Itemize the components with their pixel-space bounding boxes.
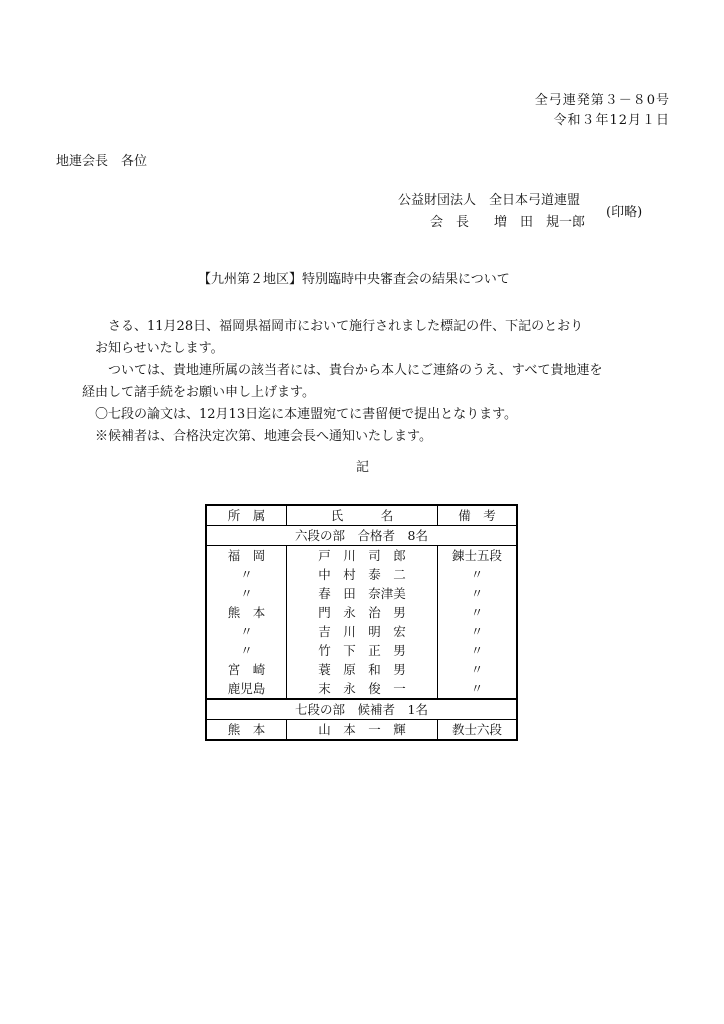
table-row (206, 603, 517, 622)
sender-title: 会 長 (430, 215, 470, 230)
section-row-rokudan (206, 526, 517, 546)
cell-name: 門 永 治 男 (286, 603, 437, 622)
cell-name: 蓑 原 和 男 (286, 660, 437, 679)
cell-remarks: 〃 (438, 660, 517, 679)
body-note-candidate: ※候補者は、合格決定次第、地連会長へ通知いたします。 (95, 429, 432, 444)
cell-remarks: 〃 (438, 603, 517, 622)
table-row (206, 679, 517, 699)
sender-organization: 公益財団法人 全日本弓道連盟 (398, 193, 581, 208)
section-label: 七段の部 候補者 1名 (206, 699, 517, 720)
sender-name: 増 田 規一郎 (494, 215, 586, 230)
cell-name: 春 田 奈津美 (286, 584, 437, 603)
cell-affiliation: 熊 本 (227, 605, 266, 620)
table-row (206, 546, 517, 566)
table-row (206, 584, 517, 603)
table-row (206, 641, 517, 660)
results-table (205, 504, 518, 741)
cell-name: 戸 川 司 郎 (286, 546, 437, 566)
cell-remarks: 〃 (438, 622, 517, 641)
header-name: 氏 名 (286, 505, 437, 526)
header-remarks: 備 考 (438, 505, 517, 526)
cell-remarks: 〃 (438, 584, 517, 603)
cell-affiliation: 〃 (240, 643, 253, 658)
table-row (206, 565, 517, 584)
table-header-row (206, 505, 517, 526)
addressee: 地連会長 各位 (56, 154, 148, 169)
seal-omitted-note: (印略) (606, 205, 643, 220)
cell-affiliation: 鹿児島 (227, 681, 266, 696)
section-label: 六段の部 合格者 8名 (206, 526, 517, 546)
header-affiliation: 所 属 (206, 505, 286, 526)
section-row-nanadan (206, 699, 517, 720)
cell-affiliation: 〃 (240, 586, 253, 601)
document-body (82, 316, 603, 448)
table-row (206, 720, 517, 741)
ki-heading: 記 (356, 460, 370, 475)
cell-name: 末 永 俊 一 (286, 679, 437, 699)
cell-name: 山 本 一 輝 (286, 720, 437, 741)
cell-name: 竹 下 正 男 (286, 641, 437, 660)
body-paragraph-2-line-1: ついては、貴地連所属の該当者には、貴台から本人にご連絡のうえ、すべて貴地連を (108, 363, 603, 378)
cell-affiliation: 福 岡 (227, 548, 266, 563)
sender-block (398, 190, 585, 234)
table-row (206, 660, 517, 679)
document-date: 令和３年12月１日 (553, 113, 670, 128)
body-note-essay: 〇七段の論文は、12月13日迄に本連盟宛てに書留便で提出となります。 (95, 407, 518, 422)
sender-signature-row (398, 212, 585, 234)
cell-remarks: 〃 (438, 641, 517, 660)
document-number: 全弓連発第３－８0号 (534, 93, 670, 108)
cell-affiliation: 熊 本 (227, 722, 266, 737)
cell-name: 中 村 泰 二 (286, 565, 437, 584)
table-row (206, 622, 517, 641)
document-subject: 【九州第２地区】特別臨時中央審査会の結果について (198, 272, 510, 287)
body-paragraph-1-line-1: さる、11月28日、福岡県福岡市において施行されました標記の件、下記のとおり (108, 319, 584, 334)
body-paragraph-2-line-2: 経由して諸手続をお願い申し上げます。 (82, 385, 315, 400)
cell-remarks: 錬士五段 (438, 546, 517, 566)
body-paragraph-1-line-2: お知らせいたします。 (95, 341, 224, 356)
cell-name: 吉 川 明 宏 (286, 622, 437, 641)
cell-remarks: 〃 (438, 565, 517, 584)
document-header-info (535, 91, 670, 131)
cell-affiliation: 〃 (240, 567, 253, 582)
cell-remarks: 教士六段 (438, 720, 517, 741)
cell-affiliation: 宮 崎 (227, 662, 266, 677)
cell-affiliation: 〃 (240, 624, 253, 639)
cell-remarks: 〃 (438, 679, 517, 699)
